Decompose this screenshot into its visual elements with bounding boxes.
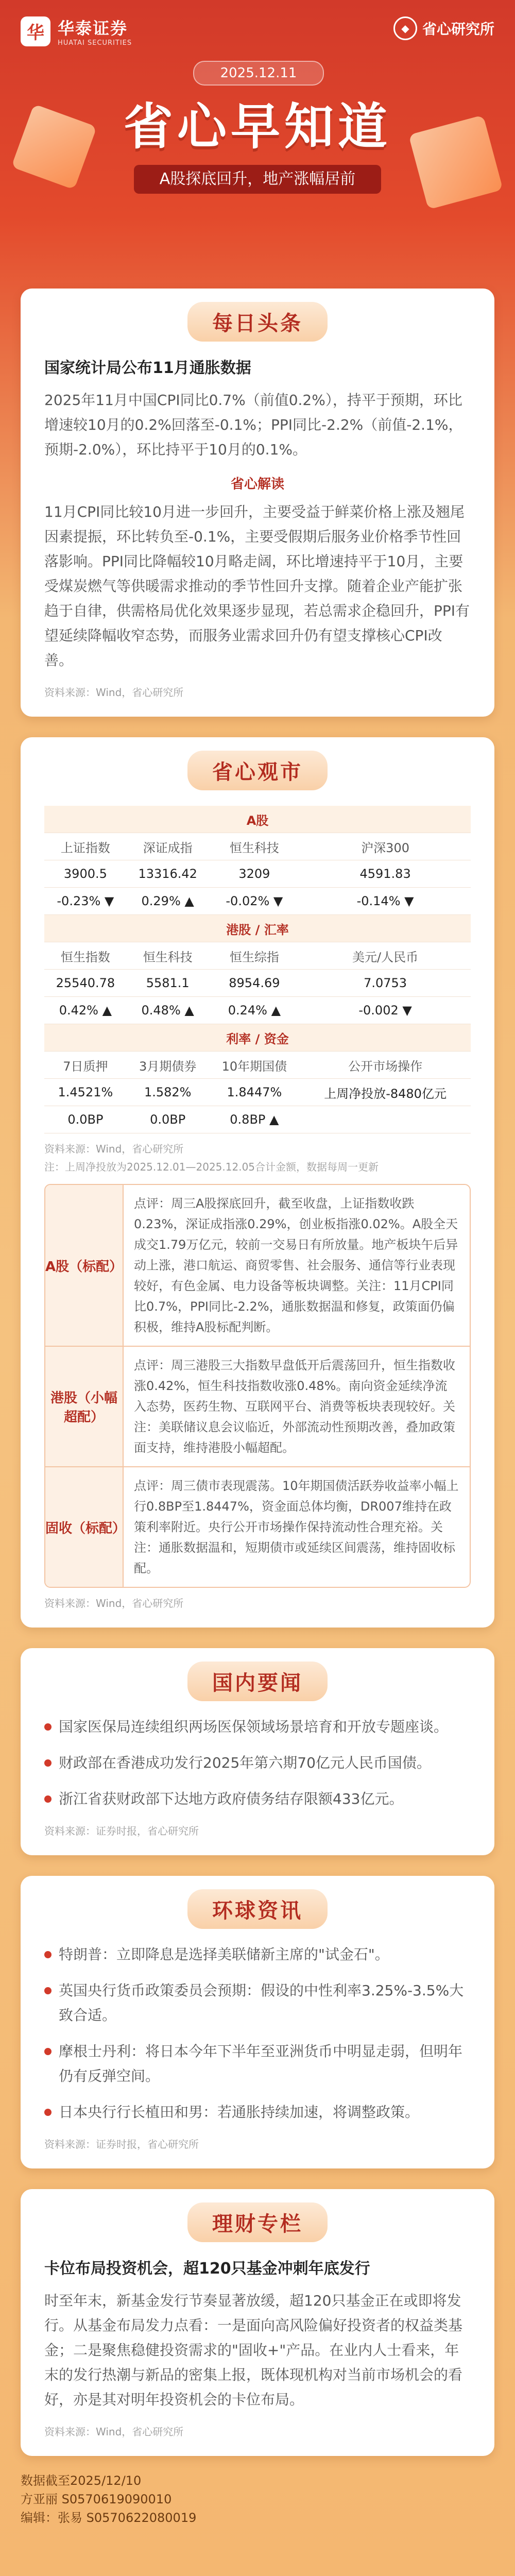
comment-label: 港股（小幅超配）	[45, 1347, 124, 1466]
comment-text: 点评：周三A股探底回升，截至收盘，上证指数收跌0.23%，深证成指涨0.29%，创业板指涨0.02%。A股全天成交1.79万亿元，较前一交易日有所放量。地产板块午后异动上涨，港口航运、商贸零售、社会服务、通信等行业表现较好，有色金属、电力设备等板块调整。关注：11月CPI同比0.7%，PPI同比-2.2%，通胀数据温和修复，政策面仍偏积极，维持A股标配判断。	[134, 1196, 458, 1334]
market-note: 注：上周净投放为2025.12.01—2025.12.05合计金额，数据每周一更新	[44, 1161, 379, 1173]
finance-card	[21, 2189, 494, 2456]
bullet-icon	[44, 1795, 52, 1803]
table-value-cell: 25540.78	[44, 970, 127, 997]
table-header-cell: 恒生科技	[209, 833, 300, 860]
arrow-down-icon: ▼	[400, 894, 414, 908]
issue-date: 2025.12.11	[193, 61, 324, 86]
brand-name: 华泰证券	[58, 19, 128, 38]
change-value: 0.24%	[228, 1003, 267, 1018]
table-change-row	[44, 1106, 471, 1133]
table-value-cell: 上周净投放-8480亿元	[300, 1079, 471, 1106]
news-card	[21, 289, 494, 717]
table-change-cell	[127, 1106, 209, 1133]
table-value-cell: 1.582%	[127, 1079, 209, 1106]
news-summary: 2025年11月中国CPI同比0.7%（前值0.2%），持平于预期，环比增速较10月的0.2%回落至-0.1%；PPI同比-2.2%（前值-2.1%，预期-2.0%），环比持平于10月的0.1%。	[44, 392, 463, 458]
table-change-cell	[44, 997, 127, 1024]
table-value-cell: 4591.83	[300, 860, 471, 888]
footer-license: 方亚丽 S0570619090010	[21, 2492, 172, 2506]
bullet-icon	[44, 1951, 52, 1958]
arrow-down-icon: ▼	[269, 894, 283, 908]
table-row	[44, 860, 471, 888]
table-group-label: A股	[44, 806, 471, 833]
bullet-icon	[44, 2109, 52, 2116]
change-value: -0.02%	[226, 894, 270, 908]
list-item: 英国央行货币政策委员会预期：假设的中性利率3.25%-3.5%大致合适。	[44, 1978, 471, 2028]
table-value-cell: 3900.5	[44, 860, 127, 888]
table-value-cell: 7.0753	[300, 970, 471, 997]
table-header-cell: 公开市场操作	[300, 1052, 471, 1079]
table-group-row	[44, 915, 471, 942]
table-header-row	[44, 1052, 471, 1079]
list-item: 摩根士丹利：将日本今年下半年至亚洲货币中明显走弱，但明年仍有反弹空间。	[44, 2039, 471, 2089]
change-value: 0.8BP	[230, 1112, 266, 1127]
table-value-cell: 1.4521%	[44, 1079, 127, 1106]
brand-logo	[21, 15, 132, 47]
comment-text: 点评：周三债市表现震荡。10年期国债活跃券收益率小幅上行0.8BP至1.8447%，资金面总体均衡，DR007维持在政策利率附近。央行公开市场操作保持流动性合理充裕。关注：通胀数据温和，短期债市或延续区间震荡，维持固收标配。	[134, 1479, 459, 1575]
section-title-market: 省心观市	[187, 751, 328, 790]
arrow-up-icon: ▲	[265, 1112, 279, 1127]
market-comments	[44, 1184, 471, 1588]
footer-date: 数据截至2025/12/10	[21, 2473, 142, 2488]
arrow-up-icon: ▲	[267, 1003, 281, 1018]
arrow-up-icon: ▲	[180, 1003, 194, 1018]
footer-editor: 编辑：张易 S0570622080019	[21, 2511, 197, 2525]
list-item: 浙江省获财政部下达地方政府债务结存限额433亿元。	[44, 1787, 471, 1811]
table-change-cell	[44, 888, 127, 915]
table-header-cell: 7日质押	[44, 1052, 127, 1079]
list-item: 财政部在香港成功发行2025年第六期70亿元人民币国债。	[44, 1751, 471, 1775]
table-header-cell: 上证指数	[44, 833, 127, 860]
change-value: 0.0BP	[67, 1112, 104, 1127]
table-group-label: 港股 / 汇率	[44, 915, 471, 942]
change-value: 0.0BP	[150, 1112, 186, 1127]
table-value-cell: 13316.42	[127, 860, 209, 888]
bullet-icon	[44, 1723, 52, 1731]
table-change-cell	[127, 888, 209, 915]
comment-row-bond	[45, 1467, 470, 1587]
table-value-cell: 1.8447%	[209, 1079, 300, 1106]
analysis-label: 省心解读	[230, 477, 284, 492]
market-table	[44, 806, 471, 1133]
table-change-cell	[209, 997, 300, 1024]
table-group-label: 利率 / 资金	[44, 1024, 471, 1052]
table-header-cell: 美元/人民币	[300, 942, 471, 970]
table-header-cell: 深证成指	[127, 833, 209, 860]
table-row	[44, 970, 471, 997]
domestic-source: 资料来源：证券时报，省心研究所	[44, 1825, 199, 1837]
comment-row-hk	[45, 1347, 470, 1467]
change-value: 0.42%	[59, 1003, 98, 1018]
table-change-cell	[300, 888, 471, 915]
table-header-row	[44, 942, 471, 970]
table-change-row	[44, 888, 471, 915]
table-change-cell	[44, 1106, 127, 1133]
market-source: 资料来源：Wind，省心研究所	[44, 1143, 184, 1155]
comment-text: 点评：周三港股三大指数早盘低开后震荡回升，恒生指数收涨0.42%，恒生科技指数收涨0.48%。南向资金延续净流入态势，医药生物、互联网平台、消费等板块表现较好。关注：美联储议息会议临近，外部流动性预期改善，叠加政策面支持，维持港股小幅超配。	[134, 1358, 455, 1455]
change-value: 0.48%	[141, 1003, 181, 1018]
change-value: -0.23%	[57, 894, 101, 908]
table-row	[44, 1079, 471, 1106]
table-header-cell: 恒生综指	[209, 942, 300, 970]
page-title: 省心早知道	[124, 97, 391, 156]
section-title-domestic: 国内要闻	[187, 1662, 328, 1701]
comments-source: 资料来源：Wind，省心研究所	[44, 1597, 184, 1609]
section-title-global: 环球资讯	[187, 1889, 328, 1929]
comment-label: A股（标配）	[45, 1185, 124, 1346]
partner-icon: ◆	[393, 16, 417, 40]
table-header-cell: 3月期债券	[127, 1052, 209, 1079]
brand-name-en: HUATAI SECURITIES	[58, 39, 132, 47]
comment-label: 固收（标配）	[45, 1467, 124, 1587]
table-change-row	[44, 997, 471, 1024]
list-item: 特朗普：立即降息是选择美联储新主席的"试金石"。	[44, 1942, 471, 1967]
finance-headline: 卡位布局投资机会，超120只基金冲刺年底发行	[44, 2260, 370, 2278]
partner-logo	[393, 16, 494, 40]
brand-icon: 华	[21, 16, 50, 46]
domestic-card	[21, 1648, 494, 1855]
finance-source: 资料来源：Wind，省心研究所	[44, 2426, 184, 2438]
table-header-cell: 恒生指数	[44, 942, 127, 970]
table-header-row	[44, 833, 471, 860]
change-value: 0.29%	[141, 894, 181, 908]
page-subtitle: A股探底回升，地产涨幅居前	[134, 165, 381, 194]
comment-row-a	[45, 1185, 470, 1347]
table-group-row	[44, 806, 471, 833]
table-group-row	[44, 1024, 471, 1052]
table-header-cell: 恒生科技	[127, 942, 209, 970]
section-title-news: 每日头条	[187, 302, 328, 342]
change-value: -0.14%	[356, 894, 401, 908]
bullet-icon	[44, 1987, 52, 1994]
footer	[0, 2456, 515, 2527]
table-change-cell	[127, 997, 209, 1024]
table-header-cell: 沪深300	[300, 833, 471, 860]
table-value-cell: 5581.1	[127, 970, 209, 997]
arrow-down-icon: ▼	[398, 1003, 412, 1018]
table-change-cell	[209, 888, 300, 915]
arrow-up-icon: ▲	[98, 1003, 112, 1018]
news-source: 资料来源：Wind，省心研究所	[44, 686, 184, 699]
global-card	[21, 1876, 494, 2168]
global-source: 资料来源：证券时报，省心研究所	[44, 2138, 199, 2150]
table-header-cell: 10年期国债	[209, 1052, 300, 1079]
market-card	[21, 737, 494, 1628]
bullet-icon	[44, 1759, 52, 1767]
change-value: -0.002	[358, 1003, 399, 1018]
bullet-icon	[44, 2048, 52, 2055]
list-item: 国家医保局连续组织两场医保领域场景培育和开放专题座谈。	[44, 1715, 471, 1739]
table-value-cell: 8954.69	[209, 970, 300, 997]
partner-name: 省心研究所	[422, 21, 494, 38]
table-change-cell	[300, 1106, 471, 1133]
finance-body: 时至年末，新基金发行节奏显著放缓，超120只基金正在或即将发行。从基金布局发力点看：一是面向高风险偏好投资者的权益类基金；二是聚焦稳健投资需求的"固收+"产品。在业内人士看来，年末的发行热潮与新品的密集上报，既体现机构对当前市场机会的看好，亦是其对明年投资机会的卡位布局。	[44, 2292, 463, 2408]
table-change-cell	[209, 1106, 300, 1133]
news-analysis: 11月CPI同比较10月进一步回升，主要受益于鲜菜价格上涨及翘尾因素提振，环比转负至-0.1%，主要受假期后服务业价格季节性回落影响。PPI同比降幅较10月略走阔，环比增速持平于10月，主要受煤炭燃气等供暖需求推动的季节性回升支撑。随着企业产能扩张趋于自律，供需格局优化效果逐步显现，若总需求企稳回升，PPI有望延续降幅收窄态势，而服务业需求回升仍有望支撑核心CPI改善。	[44, 503, 470, 669]
news-headline: 国家统计局公布11月通胀数据	[44, 359, 251, 377]
arrow-down-icon: ▼	[100, 894, 114, 908]
section-title-finance: 理财专栏	[187, 2202, 328, 2242]
table-value-cell: 3209	[209, 860, 300, 888]
header-banner	[0, 0, 515, 289]
table-change-cell	[300, 997, 471, 1024]
list-item: 日本央行行长植田和男：若通胀持续加速，将调整政策。	[44, 2100, 471, 2125]
arrow-up-icon: ▲	[180, 894, 194, 908]
